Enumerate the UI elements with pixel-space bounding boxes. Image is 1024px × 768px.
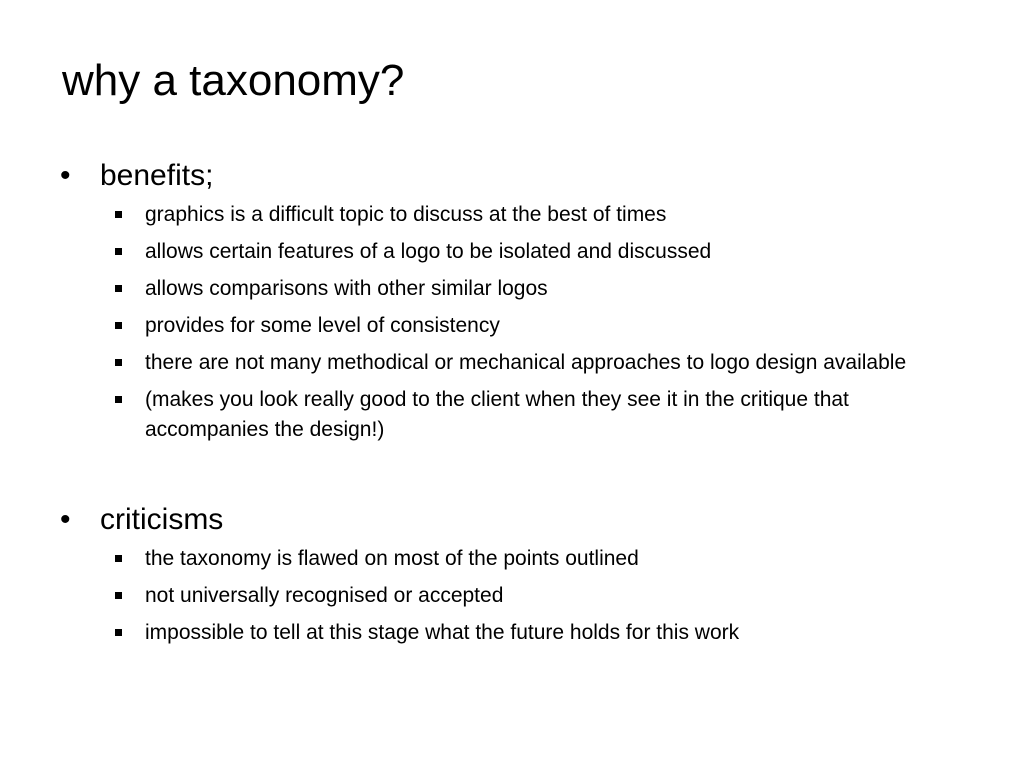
square-bullet-icon — [115, 248, 122, 255]
square-bullet-icon — [115, 629, 122, 636]
list-item — [60, 274, 975, 304]
list-item — [60, 237, 975, 267]
list-item — [60, 581, 975, 611]
benefits-list — [60, 200, 960, 445]
criticisms-list — [60, 544, 960, 648]
list-item — [60, 200, 975, 230]
square-bullet-icon — [115, 555, 122, 562]
slide-title: why a taxonomy? — [62, 56, 405, 105]
list-item — [60, 348, 975, 378]
list-item-text: graphics is a difficult topic to discuss at the best of times — [145, 203, 667, 226]
list-item — [60, 544, 975, 574]
list-item-text: impossible to tell at this stage what the future holds for this work — [145, 621, 740, 644]
criticisms-heading: criticisms — [100, 503, 224, 536]
criticisms-heading-wrap — [60, 502, 960, 538]
list-item-text: provides for some level of consistency — [145, 314, 500, 337]
square-bullet-icon — [115, 285, 122, 292]
list-item-text: (makes you look really good to the client when they see it in the critique that accompanies the design!) — [145, 388, 849, 441]
square-bullet-icon — [115, 211, 122, 218]
list-item — [60, 618, 975, 648]
square-bullet-icon — [115, 592, 122, 599]
square-bullet-icon — [115, 322, 122, 329]
benefits-heading: benefits; — [100, 159, 214, 192]
list-item-text: there are not many methodical or mechanical approaches to logo design available — [145, 351, 907, 374]
benefits-heading-wrap — [60, 158, 960, 194]
benefits-section — [60, 158, 960, 452]
round-bullet-icon: • — [60, 159, 71, 192]
list-item — [60, 311, 975, 341]
list-item-text: allows certain features of a logo to be isolated and discussed — [145, 240, 712, 263]
list-item-text: not universally recognised or accepted — [145, 584, 504, 607]
list-item — [60, 385, 975, 445]
square-bullet-icon — [115, 359, 122, 366]
round-bullet-icon: • — [60, 503, 71, 536]
benefits-heading-row — [60, 158, 960, 445]
criticisms-section — [60, 502, 960, 655]
list-item-text: allows comparisons with other similar logos — [145, 277, 548, 300]
criticisms-heading-row — [60, 502, 960, 648]
square-bullet-icon — [115, 396, 122, 403]
list-item-text: the taxonomy is flawed on most of the points outlined — [145, 547, 639, 570]
